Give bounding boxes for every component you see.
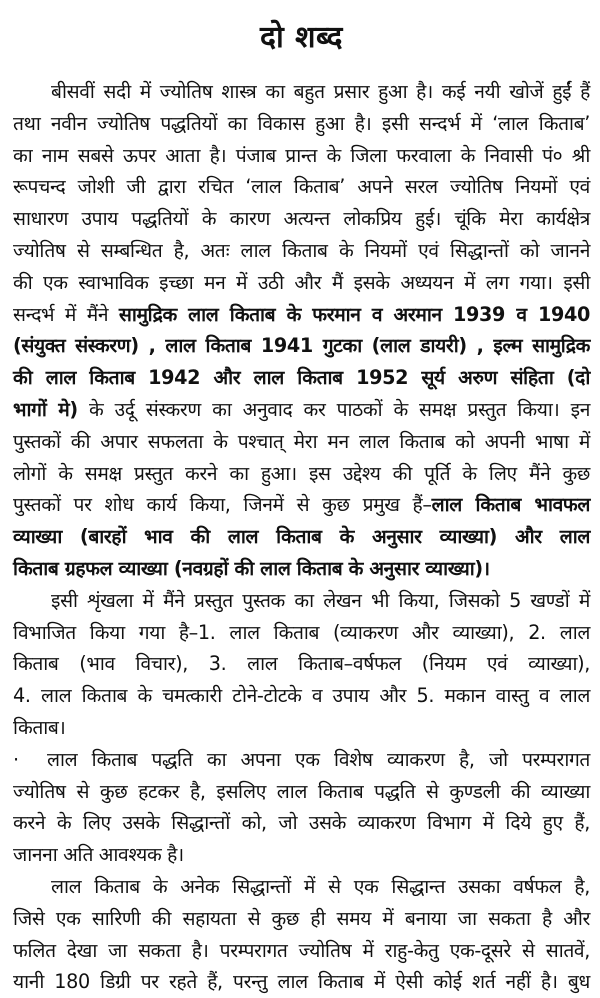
- text-segment: यानी 180 डिग्री पर रहते हैं, परन्तु लाल किताब में ऐसी कोई शर्त नहीं है। बुध: [13, 970, 590, 994]
- text-line: [13, 776, 590, 808]
- text-segment: साधारण उपाय पद्धतियों के कारण अत्यन्त लोकप्रिय हुई। चूंकि मेरा कार्यक्षेत्र: [13, 207, 590, 231]
- text-segment: रूपचन्द जोशी जी द्वारा रचित ‘लाल किताब’ अपने सरल ज्योतिष नियमों एवं: [13, 175, 590, 199]
- text-segment: जानना अति आवश्यक है।: [13, 843, 184, 867]
- text-line: [13, 140, 590, 172]
- text-segment: लाल किताब पद्धति का अपना एक विशेष व्याकरण है, जो परम्परागत: [47, 747, 590, 771]
- text-line: [13, 553, 590, 585]
- text-segment: ज्योतिष से सम्बन्धित है, अतः लाल किताब के नियमों एवं सिद्धान्तों को जानने: [13, 238, 590, 262]
- text-segment: किताब।: [13, 715, 66, 739]
- text-segment: लाल किताब के अनेक सिद्धान्तों में से एक सिद्धान्त उसका वर्षफल है,: [51, 874, 590, 898]
- text-line: [13, 712, 590, 744]
- text-line: [13, 171, 590, 203]
- text-line: [13, 903, 590, 935]
- text-line: [13, 871, 590, 903]
- text-line: [13, 585, 590, 617]
- bold-text-segment: व्याख्या (बारहों भाव की लाल किताब के अनुसार व्याख्या) और लाल: [13, 525, 590, 549]
- text-segment: 4. लाल किताब के चमत्कारी टोने-टोटके व उपाय और 5. मकान वास्तु व लाल: [13, 684, 590, 708]
- document-body: [13, 76, 590, 998]
- text-line: [13, 744, 590, 776]
- text-segment: जिसे एक सारिणी की सहायता से कुछ ही समय में बनाया जा सकता है और: [13, 906, 590, 930]
- text-line: [13, 108, 590, 140]
- text-segment: की एक स्वाभाविक इच्छा मन में उठी और मैं इसके अध्ययन में लग गया। इसी: [13, 270, 590, 294]
- text-segment: पुस्तकों पर शोध कार्य किया, जिनमें से कुछ प्रमुख हैं–: [13, 493, 432, 517]
- bold-text-segment: सामुद्रिक लाल किताब के फरमान व अरमान 1939 व 1940: [118, 302, 590, 326]
- text-line: [13, 203, 590, 235]
- bold-text-segment: लाल किताब भावफल: [431, 493, 590, 517]
- text-segment: करने के लिए उसके सिद्धान्तों को, जो उसके व्याकरण विभाग में दिये हुए हैं,: [13, 811, 590, 835]
- text-line: [13, 299, 590, 331]
- text-segment: ज्योतिष से कुछ हटकर है, इसलिए लाल किताब पद्धति से कुण्डली की व्याख्या: [13, 779, 590, 803]
- text-segment: के उर्दू संस्करण का अनुवाद कर पाठकों के समक्ष प्रस्तुत किया। इन: [77, 397, 590, 421]
- text-line: [13, 267, 590, 299]
- text-line: [13, 935, 590, 967]
- text-segment: सन्दर्भ में मैंने: [13, 302, 119, 326]
- text-line: [13, 489, 590, 521]
- text-line: [13, 76, 590, 108]
- bold-text-segment: भागों मे): [13, 397, 78, 421]
- text-line: [13, 458, 590, 490]
- text-segment: विभाजित किया गया है–1. लाल किताब (व्याकरण और व्याख्या), 2. लाल: [13, 620, 590, 644]
- text-segment: पुस्तकों की अपार सफलता के पश्चात् मेरा मन लाल किताब को अपनी भाषा में: [13, 429, 590, 453]
- text-segment: बीसवीं सदी में ज्योतिष शास्त्र का बहुत प्रसार हुआ है। कई नयी खोजें हुईं हैं: [51, 80, 590, 103]
- text-segment: का नाम सबसे ऊपर आता है। पंजाब प्रान्त के जिला फरवाला के निवासी पं० श्री: [13, 143, 590, 167]
- text-segment: तथा नवीन ज्योतिष पद्धतियों का विकास हुआ है। इसी सन्दर्भ में ‘लाल किताब’: [13, 111, 590, 135]
- text-line: [13, 617, 590, 649]
- page-title: दो शब्द: [260, 20, 343, 55]
- bold-text-segment: (संयुक्त संस्करण) , लाल किताब 1941 गुटका (लाल डायरी) , इल्म सामुद्रिक: [13, 334, 590, 358]
- text-line: [13, 966, 590, 998]
- text-line: [13, 426, 590, 458]
- text-segment: इसी शृंखला में मैंने प्रस्तुत पुस्तक का लेखन भी किया, जिसको 5 खण्डों में: [51, 588, 590, 612]
- text-segment: किताब (भाव विचार), 3. लाल किताब–वर्षफल (नियम एवं व्याख्या),: [13, 652, 590, 676]
- text-segment: लोगों के समक्ष प्रस्तुत करने का हुआ। इस उद्देश्य की पूर्ति के लिए मैंने कुछ: [13, 461, 590, 485]
- bold-text-segment: किताब ग्रहफल व्याख्या (नवग्रहों की लाल किताब के अनुसार व्याख्या)।: [13, 556, 490, 580]
- text-line: [13, 394, 590, 426]
- bold-text-segment: की लाल किताब 1942 और लाल किताब 1952 सूर्य अरुण संहिता (दो: [13, 366, 590, 390]
- text-line: [13, 648, 590, 680]
- text-line: [13, 362, 590, 394]
- text-line: [13, 839, 590, 871]
- text-line: [13, 330, 590, 362]
- text-segment: फलित देखा जा सकता है। परम्परागत ज्योतिष में राहु-केतु एक-दूसरे से सातवें,: [13, 938, 590, 962]
- text-line: [13, 521, 590, 553]
- text-line: [13, 680, 590, 712]
- text-line: [13, 235, 590, 267]
- bullet-dot: ·: [13, 747, 19, 771]
- text-line: [13, 807, 590, 839]
